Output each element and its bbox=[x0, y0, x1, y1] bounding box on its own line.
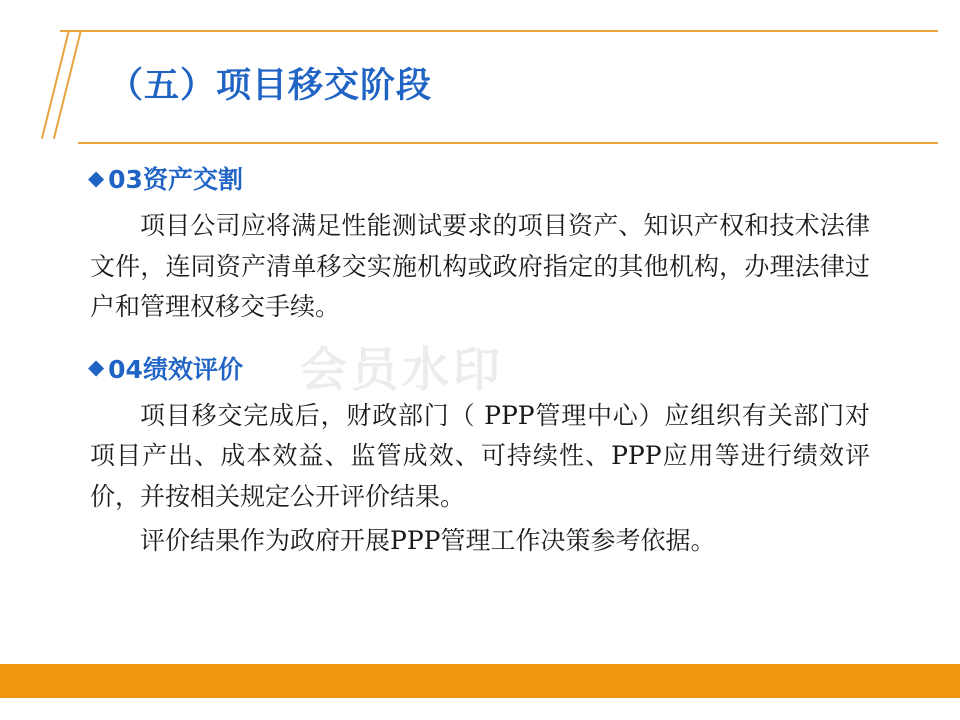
paragraph-evaluation-result: 评价结果作为政府开展PPP管理工作决策参考依据。 bbox=[140, 526, 716, 555]
decorative-slant-lines bbox=[60, 30, 110, 142]
paragraph-performance-evaluation: 项目移交完成后，财政部门（ PPP管理中心）应组织有关部门对项目产出、成本效益、监管成效、可持续性、PPP应用等进行绩效评价，并按相关规定公开评价结果。 bbox=[90, 400, 870, 511]
section-heading-performance-evaluation bbox=[88, 350, 900, 386]
diamond-bullet-icon: ◆ bbox=[88, 165, 105, 190]
watermark: 会员水印 bbox=[300, 343, 504, 398]
section-heading-label: 04绩效评价 bbox=[108, 354, 243, 384]
slide-content bbox=[60, 160, 900, 562]
section-heading-label: 03资产交割 bbox=[108, 165, 243, 194]
slant-line-2 bbox=[53, 30, 82, 139]
title-divider bbox=[78, 142, 938, 144]
diamond-bullet-icon: ◆ bbox=[88, 355, 105, 379]
page-title: （五）项目移交阶段 bbox=[108, 66, 433, 106]
paragraph-asset-delivery: 项目公司应将满足性能测试要求的项目资产、知识产权和技术法律文件，连同资产清单移交实施机构或政府指定的其他机构，办理法律过户和管理权移交手续。 bbox=[90, 211, 870, 321]
top-divider bbox=[60, 30, 938, 32]
bottom-orange-bar bbox=[0, 664, 960, 698]
bottom-white-strip bbox=[0, 698, 960, 720]
section-heading-asset-delivery bbox=[88, 160, 900, 196]
